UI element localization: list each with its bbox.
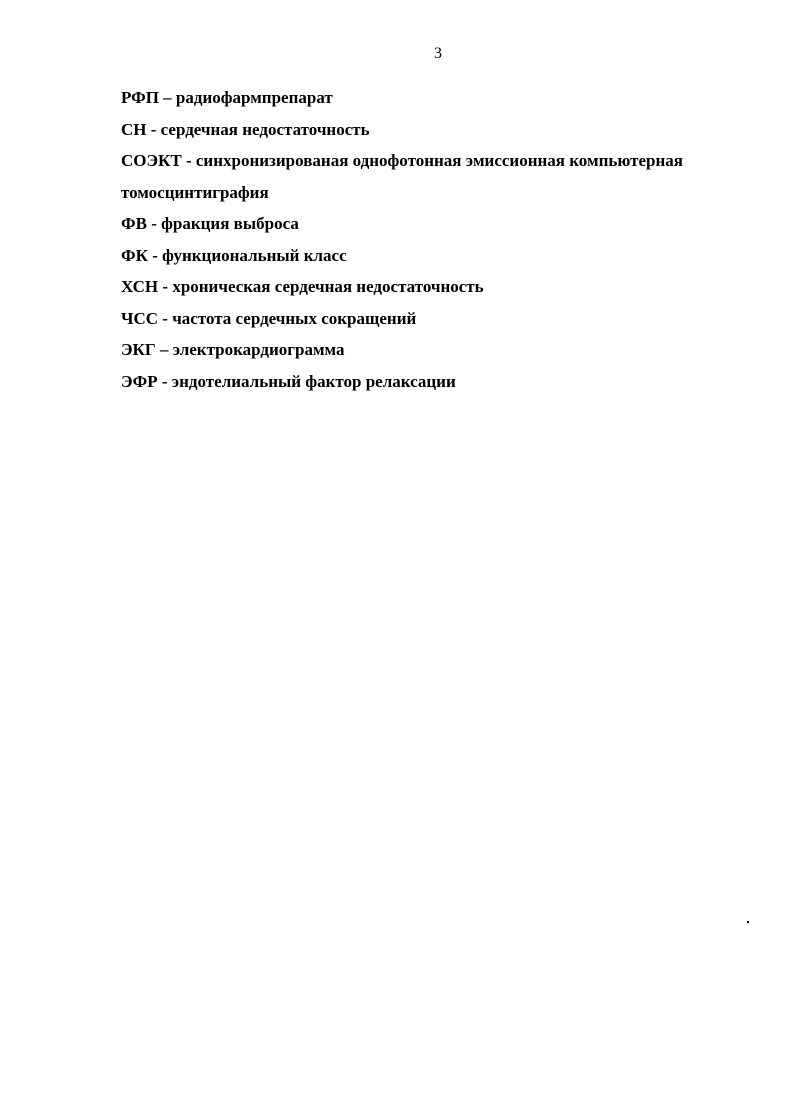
abbreviation-separator: -	[181, 151, 196, 170]
abbreviation-item	[121, 240, 761, 272]
abbreviation-item	[121, 303, 761, 335]
abbreviation-separator: -	[157, 371, 172, 391]
abbreviation-separator: -	[146, 119, 161, 139]
abbreviation-definition: радиофармпрепарат	[175, 88, 333, 107]
abbreviation-term: ЭФР	[121, 371, 158, 391]
abbreviation-separator: –	[158, 88, 176, 107]
abbreviation-term: ФК	[121, 245, 148, 265]
abbreviation-list	[121, 82, 761, 397]
abbreviation-separator: -	[158, 277, 173, 296]
abbreviation-definition: функциональный класс	[162, 245, 347, 265]
abbreviation-term: ЧСС	[121, 308, 159, 328]
abbreviation-item	[121, 114, 761, 146]
abbreviation-term: РФП	[121, 88, 159, 107]
abbreviation-definition: электрокардиограмма	[172, 340, 345, 359]
abbreviation-item	[121, 82, 761, 114]
abbreviation-definition: сердечная недостаточность	[160, 119, 370, 139]
abbreviation-item	[121, 271, 761, 303]
abbreviation-item	[121, 208, 761, 240]
abbreviation-term: ЭКГ	[121, 340, 156, 359]
scan-speck	[747, 921, 749, 923]
abbreviation-term: СН	[121, 119, 147, 139]
abbreviation-definition: фракция выброса	[161, 214, 299, 233]
abbreviation-definition: эндотелиальный фактор релаксации	[171, 371, 456, 391]
abbreviation-definition: синхронизированая однофотонная эмиссионная компьютерная томосцинтиграфия	[121, 151, 683, 202]
abbreviation-definition: частота сердечных сокращений	[172, 308, 417, 328]
page-number: 3	[434, 45, 442, 62]
abbreviation-item	[121, 145, 761, 208]
abbreviation-term: ФВ	[121, 214, 147, 233]
abbreviation-item	[121, 334, 761, 366]
abbreviation-separator: -	[158, 308, 173, 328]
abbreviation-separator: -	[147, 245, 163, 265]
abbreviation-item	[121, 366, 761, 398]
abbreviation-definition: хроническая сердечная недостаточность	[172, 277, 484, 296]
abbreviation-separator: -	[146, 214, 162, 233]
abbreviation-term: СОЭКТ	[121, 151, 182, 170]
abbreviation-term: ХСН	[121, 277, 159, 296]
abbreviation-separator: –	[155, 340, 173, 359]
